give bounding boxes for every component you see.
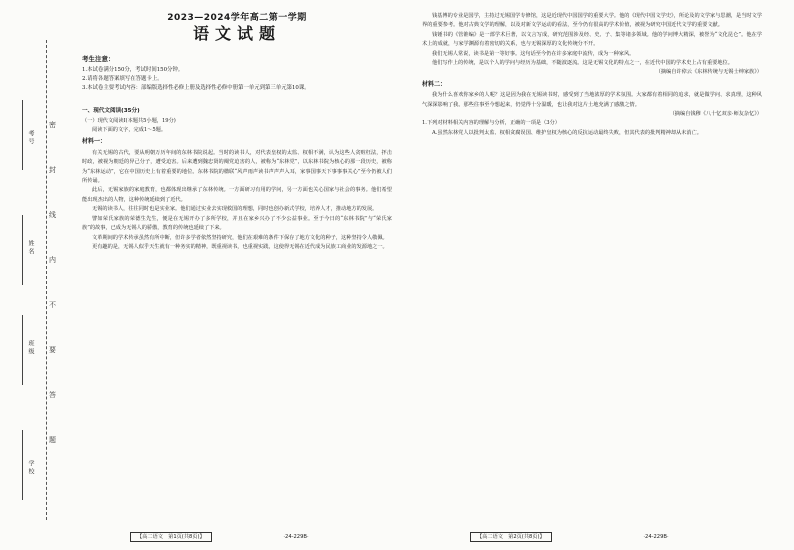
- seal-char: 密: [49, 121, 56, 129]
- fill-line-class: [22, 315, 23, 385]
- exam-year: 2023—2024学年高二第一学期: [167, 13, 307, 23]
- passage-paragraph: 文革期间的学术传承虽然有所中断，但许多学者依然坚持研究，他们在艰难的条件下保存了地方文化的种子，这种坚持令人敬佩。: [92, 234, 388, 241]
- right-footer: [470, 533, 669, 540]
- exam-title: 语文试题: [192, 24, 281, 44]
- seal-char: 答: [49, 391, 56, 399]
- page-label: 【高二语文 第1页(共8页)】: [130, 532, 212, 542]
- label-school: 学校: [27, 460, 34, 476]
- label-exam-number: 考号: [27, 130, 34, 146]
- notice-item: 1.本试卷满分150分，考试时间150分钟。: [82, 67, 184, 74]
- right-column: [422, 12, 762, 138]
- passage-paragraph: 钱基博的专业是国学，主持过无锡国学专修馆，这是近现代中国国学的重要大学。他的《现代中国文学史》，所论及的文学家与思潮，是当时文学界的重要参考。他对古典文学的理解，以及对新文学运动的看法，至今仍有很高的学术价值，被视为研究中国近代文学的重要文献。: [422, 13, 762, 29]
- notice-item: 3.本试卷主要考试内容：部编版选择性必修上册及选择性必修中册第一单元到第三单元第10课。: [82, 85, 310, 92]
- seal-char: 题: [49, 436, 56, 444]
- reading-instruction: 阅读下面的文字，完成1～5题。: [92, 127, 167, 134]
- seal-char: 内: [49, 256, 56, 264]
- source-citation: （摘编自许倬云《东林传统与无锡士绅家族》）: [655, 69, 762, 76]
- left-footer: [130, 533, 309, 540]
- passage-paragraph: 此后，无锡家族的家庭教育，也都体现出继承了东林传统。一方面研习有用的学问，另一方面也关心国家与社会的事务。他们希望能出现杰出的人物，这种传统延续到了近代。: [82, 187, 392, 203]
- fill-line-school: [22, 430, 23, 500]
- label-class: 班级: [27, 340, 34, 356]
- passage-paragraph: 我们无锡人常说，读书是第一等好事。这句话至今仍在许多家庭中流传，成为一种家风。: [432, 50, 635, 57]
- seal-char: 要: [49, 346, 56, 354]
- passage-paragraph: 我为什么喜欢你家乡的人呢？这是因为我在无锡读书时，感受到了当地浓厚的学术氛围。大家都有着相同的追求，就是做学问、求真理，这种风气深深影响了我。那些往事至今想起来，仍觉得十分温暖，也让我对这片土地充满了感激之情。: [422, 92, 762, 108]
- source-citation: （摘编自钱穆《八十忆双亲·师友杂忆》）: [669, 111, 762, 118]
- passage-paragraph: 更有趣的是，无锡人似乎天生就有一种务实的精神，既重视读书，也重视实践，这使得无锡在近代成为民族工商业的发源地之一。: [92, 243, 388, 250]
- left-column: [82, 12, 392, 252]
- passage-paragraph: 有关无锡的古代，要从明朝万历年间的东林书院说起。当时的读书人，对代表皇权的太监、权相不满，认为这些人贪赃枉法，抨击时政，被视为朝廷的异己分子，遭受迫害。后来遭到魏忠贤的阉党迫害的人，被称为“东林党”，以东林书院为核心的那一段历史，被称为“东林运动”，它在中国历史上有着重要的地位。东林书院的楹联“风声雨声读书声声声入耳，家事国事天下事事事关心”至今仍被人们所传诵。: [82, 149, 392, 185]
- question-stem: 1.下列对材料相关内容的理解与分析，正确的一项是（3分）: [422, 120, 560, 127]
- notice-item: 2.请将各题答案填写在答题卡上。: [82, 76, 163, 83]
- fill-line-name: [22, 215, 23, 285]
- material-two-label: 材料二：: [422, 80, 447, 88]
- passage-paragraph: 钱锺书的《管锥编》是一部学术巨著，以文言写成，研究范围涉及经、史、子、集等诸多领域。他的学问博大精深，被誉为“文化昆仑”。他在学术上的成就，与家学渊源有着密切的关系，也与无锡深厚的文化传统分不开。: [422, 31, 762, 48]
- passage-paragraph: 譬如荣氏家族的荣德生先生，便是在无锡开办了多所学校，并且在家乡兴办了不少公益事业。至于今日的“东林书院”与“荣氏家族”的故事，已成为无锡人的骄傲，教育的传统也延续了下来。: [82, 215, 392, 232]
- seal-char: 封: [49, 166, 56, 174]
- fill-line-exam-number: [22, 100, 23, 170]
- material-one-label: 材料一：: [82, 138, 107, 146]
- section-heading: 一、现代文阅读(35分): [82, 108, 140, 115]
- notice-heading: 考生注意：: [82, 54, 115, 63]
- seal-dashed-line: [46, 40, 47, 520]
- seal-char: 不: [49, 301, 56, 309]
- paper-code: ·24-229B·: [283, 534, 309, 540]
- subsection-heading: （一）现代文阅读Ⅰ(本题共5小题，19分): [82, 117, 176, 124]
- seal-char: 线: [49, 211, 56, 219]
- page-label: 【高二语文 第2页(共8页)】: [470, 532, 552, 542]
- question-option: A.虽然东林党人以批判太监、权相贪腐误国、维护皇权为核心的反抗运动最终失败，但其代表的批判精神却从未消亡。: [432, 129, 702, 136]
- passage-paragraph: 他们写作上的传统，是以个人的学问与经历为基础，不随波逐流。这是无锡文化的特点之一，在近代中国的学术史上占有重要地位。: [432, 60, 733, 67]
- passage-paragraph: 无锡的读书人，往往同时也是实业家。他们通过实业去实现救国的理想，同时也创办新式学校，培养人才，推动地方的发展。: [92, 206, 378, 213]
- binding-margin: [0, 0, 60, 550]
- paper-code: ·24-229B·: [643, 534, 669, 540]
- label-name: 姓名: [27, 240, 34, 256]
